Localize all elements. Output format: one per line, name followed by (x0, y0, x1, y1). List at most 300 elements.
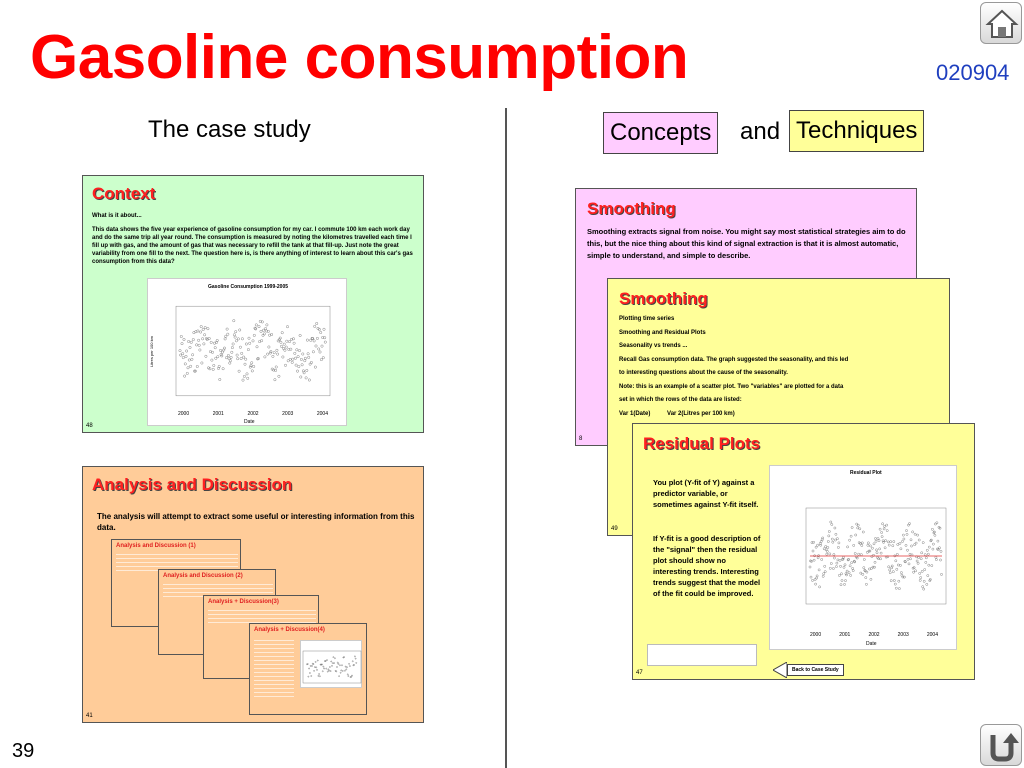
scatter-point (898, 588, 900, 590)
back-button[interactable] (980, 724, 1022, 766)
analysis-sub-slide-4[interactable] (249, 623, 367, 715)
scatter-point (314, 670, 315, 671)
analysis-slide-thumbnail[interactable] (82, 466, 424, 723)
scatter-point (835, 533, 837, 535)
scatter-point (313, 664, 314, 665)
back-to-case-study-button[interactable] (773, 662, 844, 678)
scatter-point (317, 660, 318, 661)
scatter-point (836, 538, 838, 540)
analysis-slide-body: The analysis will attempt to extract some useful or interesting information from this data. (97, 512, 415, 532)
scatter-point (866, 571, 868, 573)
scatter-point (185, 350, 187, 352)
scatter-point (304, 360, 306, 362)
scatter-point (322, 671, 323, 672)
scatter-point (326, 660, 327, 661)
scatter-point (838, 574, 840, 576)
scatter-point (273, 352, 275, 354)
scatter-point (899, 542, 901, 544)
scatter-point (356, 662, 357, 663)
scatter-point (935, 559, 937, 561)
scatter-point (826, 550, 828, 552)
scatter-point (822, 575, 824, 577)
scatter-point (882, 523, 884, 525)
scatter-point (349, 663, 350, 664)
scatter-point (318, 348, 320, 350)
tick-label: 2001 (212, 411, 224, 417)
residual-plots-slide-thumbnail[interactable] (632, 423, 975, 680)
scatter-point (923, 580, 925, 582)
gas-consumption-chart (147, 278, 347, 426)
scatter-point (886, 524, 888, 526)
scatter-point (919, 579, 921, 581)
scatter-point (334, 658, 335, 659)
scatter-point (924, 569, 926, 571)
scatter-point (882, 540, 884, 542)
scatter-point (856, 523, 858, 525)
smoothing-slide-title: Smoothing (587, 199, 676, 218)
scatter-point (897, 564, 899, 566)
scatter-point (255, 328, 257, 330)
scatter-point (846, 574, 848, 576)
scatter-point (863, 558, 865, 560)
sub-slide-text (254, 640, 294, 700)
scatter-point (897, 543, 899, 545)
scatter-point (896, 553, 898, 555)
gas-consumption-scatter (148, 279, 348, 427)
scatter-point (905, 530, 907, 532)
scatter-point (255, 324, 257, 326)
scatter-point (940, 573, 942, 575)
scatter-point (239, 329, 241, 331)
scatter-point (881, 536, 883, 538)
scatter-point (930, 539, 932, 541)
smoothing-line: Seasonality vs trends ... (619, 343, 688, 349)
scatter-point (866, 551, 868, 553)
scatter-point (231, 351, 233, 353)
scatter-point (862, 531, 864, 533)
scatter-point (855, 534, 857, 536)
gas-chart-xlabel: Date (244, 419, 255, 425)
scatter-point (334, 663, 335, 664)
gas-chart-ylabel: Litres per 100 km (148, 336, 154, 367)
scatter-point (246, 373, 248, 375)
scatter-point (181, 342, 183, 344)
scatter-point (346, 667, 347, 668)
scatter-point (871, 547, 873, 549)
scatter-point (236, 354, 238, 356)
scatter-point (915, 570, 917, 572)
scatter-point (278, 375, 280, 377)
scatter-point (888, 544, 890, 546)
page-number: 39 (12, 740, 35, 762)
smoothing-line: Var 1(Date) Var 2(Litres per 100 km) (619, 410, 735, 417)
scatter-point (892, 571, 894, 573)
page-title: Gasoline consumption (30, 23, 689, 92)
scatter-point (908, 563, 910, 565)
scatter-point (850, 574, 852, 576)
case-study-heading: The case study (148, 116, 311, 143)
scatter-point (880, 552, 882, 554)
scatter-point (905, 544, 907, 546)
scatter-point (316, 669, 317, 670)
scatter-point (830, 562, 832, 564)
scatter-point (329, 666, 330, 667)
scatter-point (860, 572, 862, 574)
scatter-point (900, 572, 902, 574)
scatter-point (857, 524, 859, 526)
slide-number: 48 (86, 423, 93, 429)
scatter-point (879, 528, 881, 530)
scatter-point (212, 368, 214, 370)
scatter-point (324, 341, 326, 343)
scatter-point (896, 568, 898, 570)
scatter-point (340, 672, 341, 673)
scatter-point (247, 348, 249, 350)
scatter-point (903, 538, 905, 540)
scatter-point (903, 576, 905, 578)
scatter-point (817, 544, 819, 546)
context-slide-title: Context (92, 184, 156, 203)
scatter-point (907, 558, 909, 560)
scatter-point (818, 569, 820, 571)
residual-text-2: If Y-fit is a good description of the "signal" then the residual plot should show no interesting trends. Interesting trends suggest that the model of the fit could be improved. (653, 534, 761, 598)
scatter-point (330, 671, 331, 672)
scatter-point (810, 576, 812, 578)
scatter-point (885, 540, 887, 542)
scatter-point (196, 365, 198, 367)
scatter-point (288, 340, 290, 342)
slide-number: 41 (86, 713, 93, 719)
scatter-point (913, 571, 915, 573)
scatter-point (309, 668, 310, 669)
tick-label: 2001 (839, 632, 851, 638)
tick-label: 2002 (247, 411, 259, 417)
scatter-point (248, 337, 250, 339)
scatter-point (260, 340, 262, 342)
scatter-point (874, 561, 876, 563)
scatter-point (813, 541, 815, 543)
scatter-point (276, 349, 278, 351)
scatter-point (213, 364, 215, 366)
scatter-point (827, 546, 829, 548)
scatter-point (833, 553, 835, 555)
scatter-point (321, 345, 323, 347)
scatter-point (812, 550, 814, 552)
scatter-point (893, 541, 895, 543)
scatter-point (272, 355, 274, 357)
scatter-point (315, 661, 316, 662)
scatter-point (249, 366, 251, 368)
scatter-point (892, 545, 894, 547)
scatter-point (260, 330, 262, 332)
scatter-point (282, 356, 284, 358)
scatter-point (925, 561, 927, 563)
scatter-point (939, 559, 941, 561)
scatter-point (268, 346, 270, 348)
scatter-point (242, 379, 244, 381)
tick-label: 2004 (316, 411, 328, 417)
scatter-point (211, 359, 213, 361)
scatter-point (922, 542, 924, 544)
tick-label: 2002 (868, 632, 880, 638)
scatter-point (274, 379, 276, 381)
scatter-point (883, 528, 885, 530)
scatter-point (227, 333, 229, 335)
scatter-point (189, 365, 191, 367)
sub-slide-title: Analysis + Discussion(4) (254, 627, 325, 633)
tick-label: 2000 (178, 411, 190, 417)
scatter-point (927, 553, 929, 555)
scatter-point (878, 540, 880, 542)
scatter-point (276, 353, 278, 355)
scatter-point (320, 358, 322, 360)
scatter-point (292, 358, 294, 360)
scatter-point (291, 361, 293, 363)
scatter-point (316, 667, 317, 668)
scatter-point (306, 339, 308, 341)
scatter-point (289, 358, 291, 360)
scatter-point (813, 559, 815, 561)
scatter-point (183, 375, 185, 377)
return-arrow-icon (981, 725, 1023, 767)
scatter-point (283, 343, 285, 345)
scatter-point (314, 667, 315, 668)
scatter-point (346, 669, 347, 670)
scatter-point (240, 357, 242, 359)
scatter-point (233, 320, 235, 322)
scatter-point (817, 557, 819, 559)
scatter-point (180, 335, 182, 337)
scatter-point (245, 343, 247, 345)
scatter-point (311, 675, 312, 676)
scatter-point (927, 575, 929, 577)
scatter-point (311, 665, 312, 666)
scatter-point (830, 521, 832, 523)
scatter-point (231, 346, 233, 348)
scatter-point (895, 560, 897, 562)
scatter-point (308, 379, 310, 381)
scatter-point (916, 560, 918, 562)
scatter-point (828, 535, 830, 537)
scatter-point (337, 662, 338, 663)
scatter-point (345, 666, 346, 667)
scatter-point (849, 565, 851, 567)
scatter-point (344, 670, 345, 671)
scatter-point (854, 552, 856, 554)
scatter-point (252, 340, 254, 342)
scatter-point (205, 355, 207, 357)
scatter-point (219, 378, 221, 380)
scatter-point (834, 527, 836, 529)
scatter-point (280, 345, 282, 347)
scatter-point (319, 673, 320, 674)
sub-slide-chart (300, 640, 362, 688)
scatter-point (199, 349, 201, 351)
scatter-point (833, 557, 835, 559)
scatter-point (924, 554, 926, 556)
scatter-point (920, 558, 922, 560)
scatter-point (889, 572, 891, 574)
scatter-point (917, 562, 919, 564)
scatter-point (840, 573, 842, 575)
scatter-point (883, 541, 885, 543)
scatter-point (182, 353, 184, 355)
scatter-point (823, 573, 825, 575)
scatter-point (821, 558, 823, 560)
scatter-point (875, 549, 877, 551)
scatter-point (256, 346, 258, 348)
context-slide-subtitle: What is it about... (92, 213, 142, 219)
scatter-point (179, 349, 181, 351)
scatter-point (237, 338, 239, 340)
scatter-point (258, 325, 260, 327)
scatter-point (841, 579, 843, 581)
scatter-point (853, 544, 855, 546)
scatter-point (922, 586, 924, 588)
scatter-point (876, 552, 878, 554)
scatter-point (239, 346, 241, 348)
scatter-point (832, 541, 834, 543)
scatter-point (191, 354, 193, 356)
scatter-point (324, 668, 325, 669)
scatter-point (844, 564, 846, 566)
scatter-point (302, 353, 304, 355)
scatter-point (197, 339, 199, 341)
mini-scatter (301, 641, 363, 689)
residual-chart-title: Residual Plot (850, 470, 882, 476)
scatter-point (909, 558, 911, 560)
scatter-point (884, 547, 886, 549)
scatter-point (323, 666, 324, 667)
scatter-point (286, 326, 288, 328)
scatter-point (269, 352, 271, 354)
scatter-point (304, 357, 306, 359)
scatter-point (889, 569, 891, 571)
scatter-point (851, 562, 853, 564)
scatter-point (244, 363, 246, 365)
scatter-point (824, 571, 826, 573)
scatter-point (230, 356, 232, 358)
scatter-point (890, 580, 892, 582)
scatter-point (919, 572, 921, 574)
scatter-point (331, 665, 332, 666)
scatter-point (931, 528, 933, 530)
scatter-point (829, 567, 831, 569)
scatter-point (185, 355, 187, 357)
scatter-point (235, 331, 237, 333)
scatter-point (306, 369, 308, 371)
scatter-point (263, 333, 265, 335)
scatter-point (254, 327, 256, 329)
scatter-point (894, 583, 896, 585)
scatter-point (862, 573, 864, 575)
scatter-point (934, 523, 936, 525)
scatter-point (857, 527, 859, 529)
scatter-point (188, 359, 190, 361)
scatter-point (323, 328, 325, 330)
scatter-point (354, 664, 355, 665)
techniques-label: Techniques (789, 110, 924, 152)
scatter-point (354, 656, 355, 657)
scatter-point (886, 530, 888, 532)
scatter-point (312, 351, 314, 353)
and-label: and (740, 118, 781, 145)
scatter-point (928, 546, 930, 548)
scatter-point (831, 523, 833, 525)
slide-number: 47 (636, 670, 643, 676)
scatter-point (920, 577, 922, 579)
scatter-point (906, 549, 908, 551)
scatter-point (932, 543, 934, 545)
scatter-point (884, 525, 886, 527)
scatter-point (309, 672, 310, 673)
scatter-point (200, 325, 202, 327)
scatter-point (301, 364, 303, 366)
scatter-point (928, 564, 930, 566)
scatter-point (895, 587, 897, 589)
scatter-point (931, 565, 933, 567)
scatter-point (316, 322, 318, 324)
scatter-point (191, 358, 193, 360)
scatter-point (917, 534, 919, 536)
scatter-point (827, 540, 829, 542)
scatter-point (300, 358, 302, 360)
scatter-point (198, 344, 200, 346)
residual-scatter (770, 466, 958, 651)
gas-chart-title: Gasoline Consumption 1999-2005 (208, 284, 289, 290)
scatter-point (880, 558, 882, 560)
home-button[interactable] (980, 2, 1022, 44)
scatter-point (936, 522, 938, 524)
scatter-point (888, 566, 890, 568)
scatter-point (934, 534, 936, 536)
scatter-point (182, 356, 184, 358)
scatter-point (294, 357, 296, 359)
scatter-point (837, 546, 839, 548)
scatter-point (237, 358, 239, 360)
scatter-point (852, 570, 854, 572)
scatter-point (297, 355, 299, 357)
scatter-point (229, 362, 231, 364)
scatter-point (854, 561, 856, 563)
smoothing-slide-body: Smoothing extracts signal from noise. You might say most statistical strategies aim to do this, but the nice thing about this kind of signal extraction is that it is almost automatic, simple to understand, and simple to describe. (587, 227, 906, 260)
scatter-point (865, 583, 867, 585)
scatter-point (840, 584, 842, 586)
scatter-point (900, 548, 902, 550)
residual-text-1: You plot (Y-fit of Y) against a predictor variable, or sometimes against Y-fit itself. (653, 478, 759, 509)
scatter-point (285, 346, 287, 348)
scatter-point (305, 377, 307, 379)
scatter-point (848, 572, 850, 574)
scatter-point (225, 335, 227, 337)
tick-label: 2003 (897, 632, 909, 638)
scatter-point (214, 347, 216, 349)
scatter-point (331, 661, 332, 662)
smoothing-2-lines (619, 313, 939, 421)
scatter-point (318, 675, 319, 676)
scatter-point (824, 565, 826, 567)
scatter-point (300, 376, 302, 378)
scatter-point (284, 349, 286, 351)
scatter-point (184, 363, 186, 365)
scatter-point (247, 377, 249, 379)
scatter-point (226, 328, 228, 330)
scatter-point (347, 674, 348, 675)
scatter-point (832, 567, 834, 569)
scatter-point (299, 334, 301, 336)
context-slide-thumbnail[interactable] (82, 175, 424, 433)
scatter-point (893, 579, 895, 581)
